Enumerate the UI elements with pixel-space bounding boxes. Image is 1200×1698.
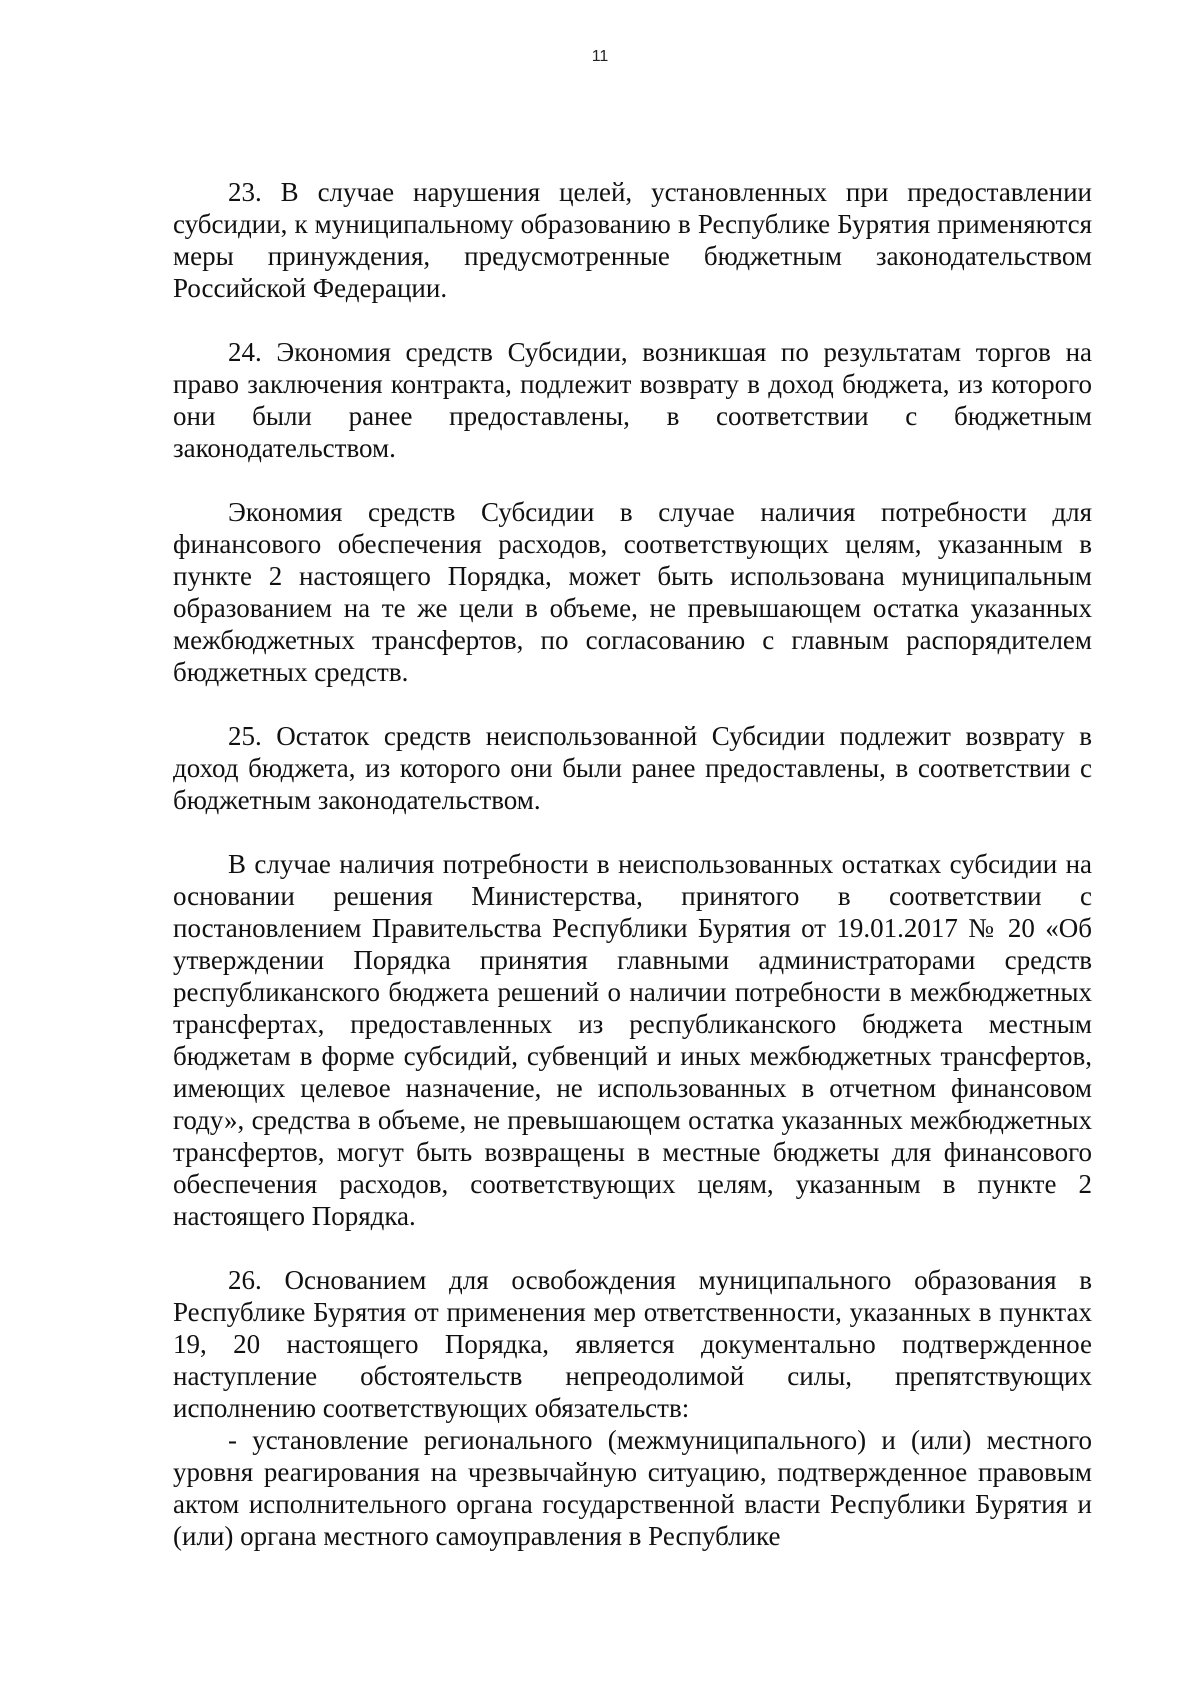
paragraph-23: 23. В случае нарушения целей, установленных при предоставлении субсидии, к муниципальному образованию в Республике Бурятия применяются меры принуждения, предусмотренные бюджетным законодательством Российской Федерации.	[173, 177, 1092, 303]
paragraph-25: 25. Остаток средств неиспользованной Субсидии подлежит возврату в доход бюджета, из которого они были ранее предоставлены, в соответствии с бюджетным законодательством.	[173, 721, 1092, 815]
paragraph-24-economy: Экономия средств Субсидии в случае наличия потребности для финансового обеспечения расходов, соответствующих целям, указанным в пункте 2 настоящего Порядка, может быть использована муниципальным образованием на те же цели в объеме, не превышающем остатка указанных межбюджетных трансфертов, по согласованию с главным распорядителем бюджетных средств.	[173, 497, 1092, 687]
paragraph-26-item: - установление регионального (межмуниципального) и (или) местного уровня реагирования на чрезвычайную ситуацию, подтвержденное правовым актом исполнительного органа государственной власти Республики Бурятия и (или) органа местного самоуправления в Республике	[173, 1425, 1092, 1551]
paragraph-24: 24. Экономия средств Субсидии, возникшая по результатам торгов на право заключения контракта, подлежит возврату в доход бюджета, из которого они были ранее предоставлены, в соответствии с бюджетным законодательством.	[173, 337, 1092, 463]
paragraph-25-unused-balance: В случае наличия потребности в неиспользованных остатках субсидии на основании решения Министерства, принятого в соответствии с постановлением Правительства Республики Бурятия от 19.01.2017 № 20 «Об утверждении Порядка принятия главными администраторами средств республиканского бюджета решений о наличии потребности в межбюджетных трансфертах, предоставленных из республиканского бюджета местным бюджетам в форме субсидий, субвенций и иных межбюджетных трансфертов, имеющих целевое назначение, не использованных в отчетном финансовом году», средства в объеме, не превышающем остатка указанных межбюджетных трансфертов, могут быть возвращены в местные бюджеты для финансового обеспечения расходов, соответствующих целям, указанным в пункте 2 настоящего Порядка.	[173, 849, 1092, 1231]
paragraph-26: 26. Основанием для освобождения муниципального образования в Республике Бурятия от применения мер ответственности, указанных в пунктах 19, 20 настоящего Порядка, является документально подтвержденное наступление обстоятельств непреодолимой силы, препятствующих исполнению соответствующих обязательств:	[173, 1265, 1092, 1423]
document-body	[173, 176, 1092, 1552]
page-number: 11	[591, 48, 609, 65]
